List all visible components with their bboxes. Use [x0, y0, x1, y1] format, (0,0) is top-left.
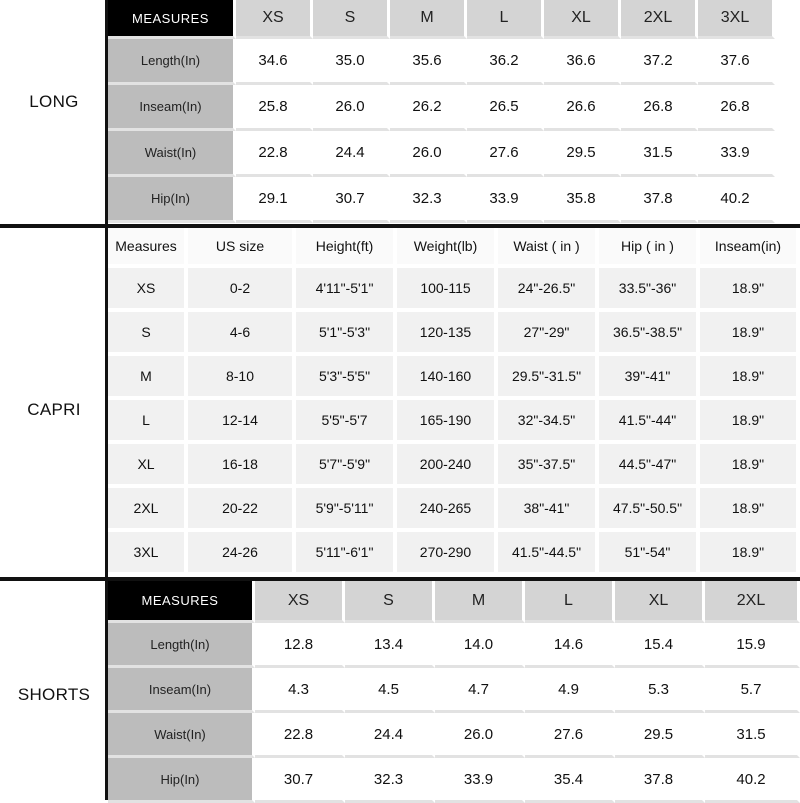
long-value-cell: 26.6 — [544, 85, 621, 131]
long-value-cell: 37.8 — [621, 177, 698, 223]
shorts-size-header: M — [435, 581, 525, 623]
shorts-row-label: Length(In) — [108, 623, 255, 668]
capri-column-header: Waist ( in ) — [498, 228, 599, 268]
capri-section-label: CAPRI — [27, 400, 81, 419]
capri-table-row — [108, 488, 800, 532]
shorts-table-row — [108, 758, 800, 803]
long-value-cell: 27.6 — [467, 131, 544, 177]
capri-cell: 8-10 — [188, 356, 296, 400]
long-value-cell: 26.0 — [313, 85, 390, 131]
long-value-cell: 36.2 — [467, 39, 544, 85]
capri-cell: 27"-29" — [498, 312, 599, 356]
capri-cell: 16-18 — [188, 444, 296, 488]
long-value-cell: 33.9 — [698, 131, 775, 177]
shorts-size-header: XL — [615, 581, 705, 623]
long-table-row — [108, 39, 775, 85]
shorts-value-cell: 14.0 — [435, 623, 525, 668]
shorts-measures-header: MEASURES — [108, 581, 255, 623]
long-value-cell: 35.8 — [544, 177, 621, 223]
long-size-header: 2XL — [621, 0, 698, 39]
capri-cell: 4'11"-5'1" — [296, 268, 397, 312]
long-value-cell: 29.5 — [544, 131, 621, 177]
capri-cell: 2XL — [108, 488, 188, 532]
long-value-cell: 40.2 — [698, 177, 775, 223]
capri-cell: 270-290 — [397, 532, 498, 576]
capri-cell: 47.5"-50.5" — [599, 488, 700, 532]
capri-cell: 18.9" — [700, 400, 800, 444]
shorts-value-cell: 12.8 — [255, 623, 345, 668]
long-value-cell: 30.7 — [313, 177, 390, 223]
long-size-header: S — [313, 0, 390, 39]
capri-cell: 5'11"-6'1" — [296, 532, 397, 576]
capri-cell: 140-160 — [397, 356, 498, 400]
capri-column-header: US size — [188, 228, 296, 268]
long-value-cell: 34.6 — [236, 39, 313, 85]
capri-cell: 4-6 — [188, 312, 296, 356]
capri-cell: 29.5"-31.5" — [498, 356, 599, 400]
capri-cell: 32"-34.5" — [498, 400, 599, 444]
shorts-value-cell: 15.9 — [705, 623, 800, 668]
capri-cell: 24"-26.5" — [498, 268, 599, 312]
long-value-cell: 26.8 — [698, 85, 775, 131]
long-value-cell: 37.6 — [698, 39, 775, 85]
shorts-value-cell: 35.4 — [525, 758, 615, 803]
capri-cell: 35"-37.5" — [498, 444, 599, 488]
long-value-cell: 24.4 — [313, 131, 390, 177]
shorts-size-header: XS — [255, 581, 345, 623]
capri-cell: 120-135 — [397, 312, 498, 356]
long-value-cell: 29.1 — [236, 177, 313, 223]
shorts-size-table — [108, 581, 800, 803]
shorts-value-cell: 14.6 — [525, 623, 615, 668]
capri-column-header: Hip ( in ) — [599, 228, 700, 268]
capri-size-table — [108, 228, 800, 576]
shorts-value-cell: 32.3 — [345, 758, 435, 803]
shorts-value-cell: 40.2 — [705, 758, 800, 803]
capri-column-header: Weight(lb) — [397, 228, 498, 268]
capri-cell: 18.9" — [700, 532, 800, 576]
capri-cell: S — [108, 312, 188, 356]
shorts-value-cell: 31.5 — [705, 713, 800, 758]
capri-cell: 39"-41" — [599, 356, 700, 400]
shorts-value-cell: 4.7 — [435, 668, 525, 713]
capri-header-row — [108, 228, 800, 268]
shorts-value-cell: 5.7 — [705, 668, 800, 713]
capri-cell: 100-115 — [397, 268, 498, 312]
shorts-value-cell: 4.3 — [255, 668, 345, 713]
long-table-row — [108, 131, 775, 177]
capri-cell: 36.5"-38.5" — [599, 312, 700, 356]
shorts-value-cell: 15.4 — [615, 623, 705, 668]
capri-cell: 41.5"-44" — [599, 400, 700, 444]
capri-cell: 5'7"-5'9" — [296, 444, 397, 488]
long-row-label: Inseam(In) — [108, 85, 236, 131]
shorts-value-cell: 22.8 — [255, 713, 345, 758]
long-size-header: 3XL — [698, 0, 775, 39]
capri-cell: 0-2 — [188, 268, 296, 312]
shorts-value-cell: 37.8 — [615, 758, 705, 803]
capri-table-row — [108, 312, 800, 356]
capri-column-header: Height(ft) — [296, 228, 397, 268]
capri-cell: 165-190 — [397, 400, 498, 444]
capri-cell: 5'1"-5'3" — [296, 312, 397, 356]
long-measures-header: MEASURES — [108, 0, 236, 39]
capri-table-row — [108, 356, 800, 400]
long-value-cell: 22.8 — [236, 131, 313, 177]
long-size-header: XS — [236, 0, 313, 39]
shorts-value-cell: 29.5 — [615, 713, 705, 758]
capri-cell: 240-265 — [397, 488, 498, 532]
long-row-label: Waist(In) — [108, 131, 236, 177]
long-size-header: L — [467, 0, 544, 39]
long-value-cell: 26.5 — [467, 85, 544, 131]
shorts-value-cell: 24.4 — [345, 713, 435, 758]
capri-cell: 18.9" — [700, 312, 800, 356]
long-section-label: LONG — [29, 92, 79, 111]
long-row-label: Hip(In) — [108, 177, 236, 223]
capri-table-row — [108, 400, 800, 444]
long-size-table — [108, 0, 775, 223]
shorts-value-cell: 13.4 — [345, 623, 435, 668]
capri-cell: 200-240 — [397, 444, 498, 488]
capri-table-row — [108, 444, 800, 488]
capri-cell: XL — [108, 444, 188, 488]
shorts-row-label: Inseam(In) — [108, 668, 255, 713]
long-size-header: XL — [544, 0, 621, 39]
capri-cell: 18.9" — [700, 356, 800, 400]
long-value-cell: 26.8 — [621, 85, 698, 131]
capri-cell: 33.5"-36" — [599, 268, 700, 312]
shorts-value-cell: 5.3 — [615, 668, 705, 713]
shorts-value-cell: 4.5 — [345, 668, 435, 713]
shorts-header-row — [108, 581, 800, 623]
long-value-cell: 33.9 — [467, 177, 544, 223]
capri-cell: XS — [108, 268, 188, 312]
capri-cell: 38"-41" — [498, 488, 599, 532]
capri-section — [0, 228, 800, 577]
shorts-size-header: L — [525, 581, 615, 623]
long-section — [0, 0, 800, 224]
long-value-cell: 37.2 — [621, 39, 698, 85]
long-table-row — [108, 85, 775, 131]
long-value-cell: 26.2 — [390, 85, 467, 131]
shorts-size-header: 2XL — [705, 581, 800, 623]
shorts-value-cell: 30.7 — [255, 758, 345, 803]
shorts-value-cell: 4.9 — [525, 668, 615, 713]
shorts-table-row — [108, 713, 800, 758]
shorts-section — [0, 581, 800, 800]
long-value-cell: 32.3 — [390, 177, 467, 223]
capri-table-row — [108, 532, 800, 576]
shorts-value-cell: 33.9 — [435, 758, 525, 803]
capri-cell: L — [108, 400, 188, 444]
long-value-cell: 36.6 — [544, 39, 621, 85]
capri-cell: M — [108, 356, 188, 400]
capri-cell: 5'9"-5'11" — [296, 488, 397, 532]
capri-cell: 5'5"-5'7 — [296, 400, 397, 444]
capri-cell: 18.9" — [700, 444, 800, 488]
shorts-row-label: Waist(In) — [108, 713, 255, 758]
capri-table-row — [108, 268, 800, 312]
capri-cell: 5'3"-5'5" — [296, 356, 397, 400]
long-value-cell: 35.0 — [313, 39, 390, 85]
shorts-size-header: S — [345, 581, 435, 623]
shorts-table-row — [108, 623, 800, 668]
long-value-cell: 31.5 — [621, 131, 698, 177]
long-header-row — [108, 0, 775, 39]
capri-cell: 51"-54" — [599, 532, 700, 576]
long-size-header: M — [390, 0, 467, 39]
capri-cell: 18.9" — [700, 268, 800, 312]
shorts-row-label: Hip(In) — [108, 758, 255, 803]
capri-cell: 24-26 — [188, 532, 296, 576]
shorts-table-row — [108, 668, 800, 713]
capri-column-header: Inseam(in) — [700, 228, 800, 268]
capri-column-header: Measures — [108, 228, 188, 268]
capri-cell: 18.9" — [700, 488, 800, 532]
long-value-cell: 26.0 — [390, 131, 467, 177]
shorts-value-cell: 27.6 — [525, 713, 615, 758]
capri-cell: 20-22 — [188, 488, 296, 532]
long-value-cell: 25.8 — [236, 85, 313, 131]
shorts-value-cell: 26.0 — [435, 713, 525, 758]
capri-cell: 12-14 — [188, 400, 296, 444]
capri-cell: 3XL — [108, 532, 188, 576]
long-row-label: Length(In) — [108, 39, 236, 85]
long-table-row — [108, 177, 775, 223]
long-value-cell: 35.6 — [390, 39, 467, 85]
capri-cell: 44.5"-47" — [599, 444, 700, 488]
capri-cell: 41.5"-44.5" — [498, 532, 599, 576]
shorts-section-label: SHORTS — [17, 685, 91, 704]
